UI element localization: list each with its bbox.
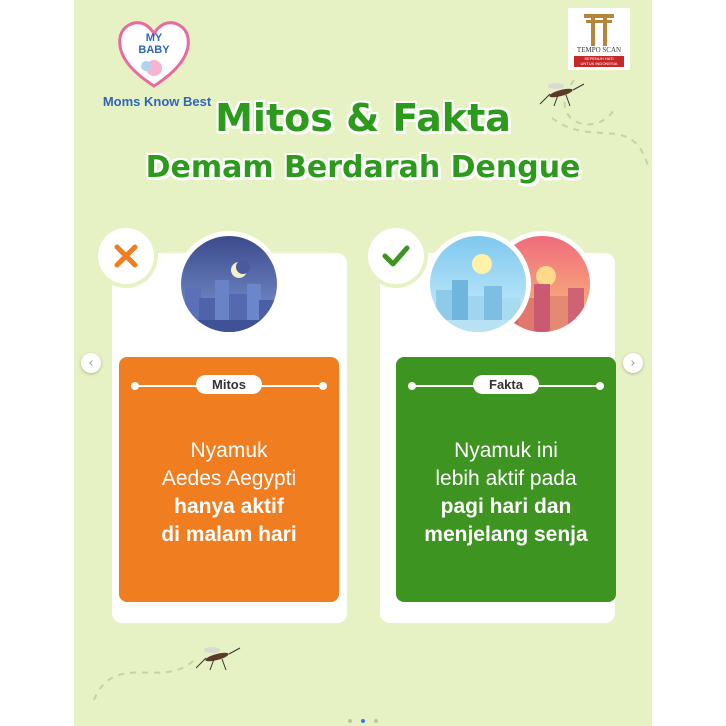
carousel-dot[interactable]	[374, 719, 378, 723]
fact-badge	[368, 228, 424, 284]
cross-icon	[113, 243, 139, 269]
myth-card	[119, 357, 339, 602]
night-city-illustration	[181, 236, 277, 332]
myth-card-dot-left	[131, 382, 139, 390]
myth-card-dot-right	[319, 382, 327, 390]
fact-card-dot-left	[408, 382, 416, 390]
carousel-indicator	[74, 708, 652, 726]
logo-text-my: MY	[145, 32, 163, 44]
tempo-scan-sub1: SEPENUH HATI	[584, 56, 614, 61]
carousel-prev-button[interactable]	[81, 353, 101, 373]
fact-text	[396, 437, 616, 549]
myth-text-line2: Aedes Aegypti	[161, 467, 297, 490]
brand-tagline: Moms Know Best	[102, 94, 212, 109]
chevron-left-icon: ‹	[88, 355, 94, 371]
tempo-scan-name: TEMPO SCAN	[576, 46, 622, 54]
myth-label: Mitos	[196, 375, 262, 394]
carousel-dot-active[interactable]	[361, 719, 365, 723]
myth-text-line1: Nyamuk	[190, 439, 268, 462]
mosquito-icon	[192, 642, 242, 672]
myth-text-bold2: di malam hari	[161, 523, 297, 546]
morning-city-illustration	[430, 236, 526, 332]
carousel-next-button[interactable]	[623, 353, 643, 373]
instagram-post	[74, 0, 652, 726]
chevron-right-icon: ›	[630, 355, 636, 371]
myth-badge	[98, 228, 154, 284]
my-baby-logo	[116, 18, 192, 90]
carousel-dot[interactable]	[348, 719, 352, 723]
page-subtitle: Demam Berdarah Dengue	[145, 150, 581, 185]
page-title: Mitos & Fakta	[215, 96, 511, 140]
logo-text-baby: BABY	[138, 44, 170, 56]
tempo-scan-logo	[568, 8, 630, 70]
fact-text-bold2: menjelang senja	[424, 523, 588, 546]
tempo-scan-sub2: UNTUK INDONESIA	[580, 61, 618, 66]
fact-text-bold1: pagi hari dan	[440, 495, 572, 518]
fact-label: Fakta	[473, 375, 539, 394]
tempo-scan-tagline-bar	[574, 56, 624, 67]
fact-text-line1: Nyamuk ini	[454, 439, 558, 462]
myth-text	[119, 437, 339, 549]
myth-text-bold1: hanya aktif	[174, 495, 284, 518]
check-icon	[381, 243, 411, 269]
fact-card-dot-right	[596, 382, 604, 390]
fact-text-line2: lebih aktif pada	[435, 467, 577, 490]
fact-card	[396, 357, 616, 602]
